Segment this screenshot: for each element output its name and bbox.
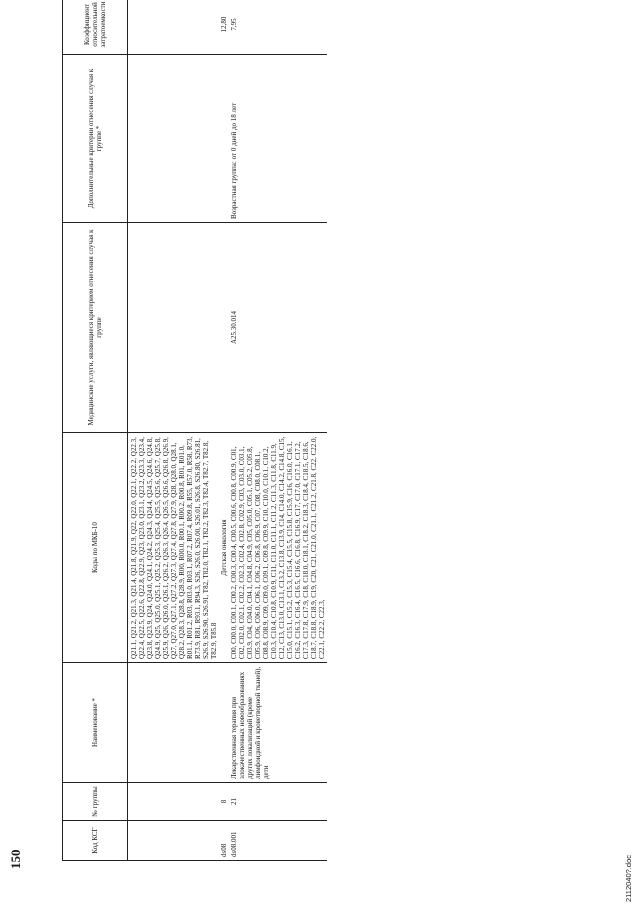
continuation-icd-codes: Q21.1, Q21.2, Q21.3, Q21.4, Q21.8, Q21.9, Q22, Q22.0, Q22.1, Q22.2, Q22.3, Q22.4, Q22.5, Q22.6, Q22.8, Q22.9, Q23, Q23.0, Q23.1, Q23.2, Q23.3, Q23.4, Q23.8, Q23.9, Q24, Q24.0, Q24.1, Q24.2, Q24.3, Q24.4, Q24.5, Q24.6, Q24.8, Q24.9, Q25, Q25.0, Q25.1, Q25.2, Q25.3, Q25.4, Q25.5, Q25.6, Q25.7, Q25.8, Q25.9, Q26, Q26.0, Q26.1, Q26.2, Q26.3, Q26.4, Q26.5, Q26.6, Q26.8, Q26.9, Q27, Q27.0, Q27.1, Q27.2, Q27.3, Q27.4, Q27.8, Q27.9, Q28, Q28.0, Q28.1, Q28.2, Q28.3, Q28.8, Q28.9, R00, R00.0, R00.1, R00.2, R00.8, R01, R01.0, R01.1, R01.2, R03, R03.0, R03.1, R07.2, R07.4, R09.8, R55, R57.0, R58, R73, R73.9, R81, R93.1, R94.3, S26, S26.0, S26.00, S26.01, S26.8, S26.80, S26.81, S26.9, S26.90, S26.91, T82, T82.0, T82.1, T82.2, T82.3, T82.4, T82.7, T82.8, T82.9, T85.8 — [128, 433, 220, 663]
table-row — [229, 0, 327, 861]
row-coefficient: 7,95 — [229, 0, 327, 55]
header-name: Наименование * — [63, 663, 128, 783]
group-title: Детская онкология — [219, 433, 229, 663]
row-services: A25.30.014 — [229, 223, 327, 433]
header-coefficient: Коэффициент относительной затратоемкости — [63, 0, 128, 55]
group-coefficient: 12,80 — [219, 0, 229, 55]
header-group-number: № группы — [63, 783, 128, 821]
row-name: Лекарственная терапия при злокачественных новообразованиях других локализаций (кроме лимфоидной и кроветворной тканей), дети — [229, 663, 327, 783]
group-row — [219, 0, 229, 861]
row-code: ds08.001 — [229, 821, 327, 861]
row-icd-codes: C00, C00.0, C00.1, C00.2, C00.3, C00.4, C00.5, C00.6, C00.8, C00.9, C01, C02, C02.0, C02.1, C02.2, C02.3, C02.4, C02.8, C02.9, C03, C03.0, C03.1, C03.9, C04, C04.0, C04.1, C04.8, C04.9, C05, C05.0, C05.1, C05.2, C05.8, C05.9, C06, C06.0, C06.1, C06.2, C06.8, C06.9, C07, C08, C08.0, C08.1, C08.8, C08.9, C09, C09.0, C09.1, C09.8, C09.9, C10, C10.0, C10.1, C10.2, C10.3, C10.4, C10.8, C10.9, C11, C11.0, C11.1, C11.2, C11.3, C11.8, C11.9, C12, C13, C13.0, C13.1, C13.2, C13.8, C13.9, C14, C14.0, C14.2, C14.8, C15, C15.0, C15.1, C15.2, C15.3, C15.4, C15.5, C15.8, C15.9, C16, C16.0, C16.1, C16.2, C16.3, C16.4, C16.5, C16.6, C16.8, C16.9, C17, C17.0, C17.1, C17.2, C17.3, C17.8, C17.9, C18, C18.0, C18.1, C18.2, C18.3, C18.4, C18.5, C18.6, C18.7, C18.8, C18.9, C19, C20, C21, C21.0, C21.1, C21.2, C21.8, C22, C22.0, C22.1, C22.2, C22.3, — [229, 433, 327, 663]
ksg-table — [62, 0, 327, 861]
table-header-row — [63, 0, 128, 861]
group-number: 8 — [219, 783, 229, 821]
header-extra-criteria: Дополнительные критерии отнесения случая к группе * — [63, 55, 128, 223]
header-code: Код КСГ — [63, 821, 128, 861]
row-group-number: 21 — [229, 783, 327, 821]
document-footer: 2112040?.doc — [624, 855, 633, 902]
row-extra-criteria: Возрастная группа: от 0 дней до 18 лет — [229, 55, 327, 223]
header-icd-codes: Коды по МКБ-10 — [63, 433, 128, 663]
header-medical-services: Медицинские услуги, являющиеся критерием отнесения случая к группе — [63, 223, 128, 433]
continuation-row — [128, 0, 220, 861]
page-number: 150 — [8, 849, 23, 869]
group-code: ds08 — [219, 821, 229, 861]
